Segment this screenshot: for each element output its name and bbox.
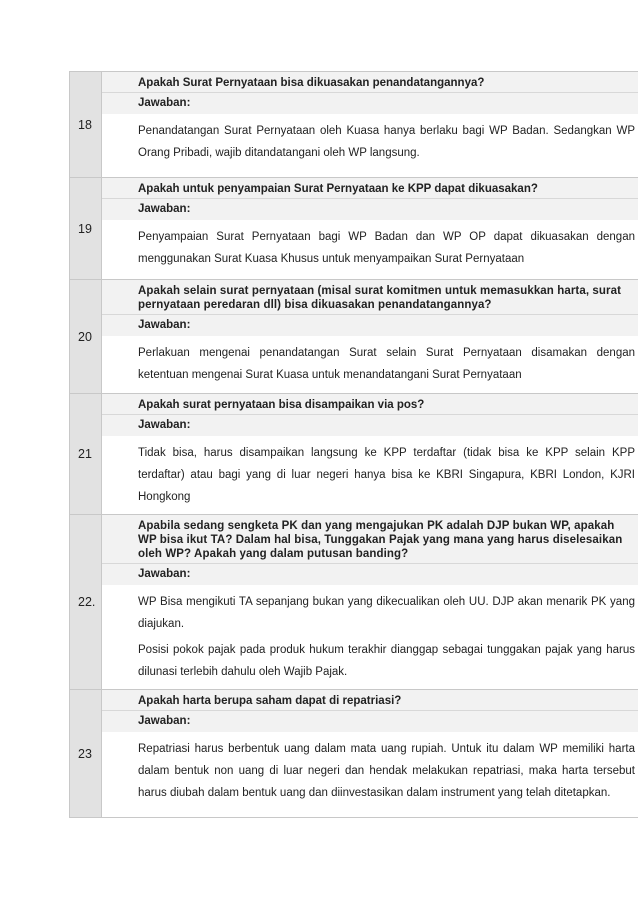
answer-paragraph: Repatriasi harus berbentuk uang dalam mata uang rupiah. Untuk itu dalam WP memiliki harta dalam bentuk non uang di luar negeri dan hendak melakukan repatriasi, maka harta tersebut harus diubah dalam bentuk uang dan diinvestasikan dalam instrument yang telah ditetapkan.	[138, 743, 635, 799]
question-text: Apakah Surat Pernyataan bisa dikuasakan penandatangannya?	[102, 72, 638, 93]
answer-paragraph: Perlakuan mengenai penandatangan Surat selain Surat Pernyataan disamakan dengan ketentuan mengenai Surat Kuasa untuk menandatangani Surat Pernyataan	[138, 347, 635, 381]
question-text: Apakah selain surat pernyataan (misal surat komitmen untuk memasukkan harta, surat pernyataan peredaran dll) bisa dikuasakan penandatangannya?	[102, 280, 638, 315]
question-text: Apabila sedang sengketa PK dan yang mengajukan PK adalah DJP bukan WP, apakah WP bisa ikut TA? Dalam hal bisa, Tunggakan Pajak yang mana yang harus diselesaikan oleh WP? Apakah yang dalam putusan banding?	[102, 515, 638, 564]
row-number: 18	[70, 72, 102, 178]
answer-text	[102, 732, 638, 810]
answer-text	[102, 336, 638, 392]
answer-label: Jawaban:	[102, 315, 638, 336]
faq-row	[70, 690, 638, 818]
question-text: Apakah harta berupa saham dapat di repatriasi?	[102, 690, 638, 711]
answer-label: Jawaban:	[102, 199, 638, 220]
answer-label: Jawaban:	[102, 564, 638, 585]
answer-paragraph: Penandatangan Surat Pernyataan oleh Kuasa hanya berlaku bagi WP Badan. Sedangkan WP Orang Pribadi, wajib ditandatangani oleh WP langsung.	[138, 125, 635, 159]
row-number: 23	[70, 690, 102, 818]
faq-row	[70, 72, 638, 178]
faq-table	[69, 71, 638, 818]
row-number: 22.	[70, 515, 102, 690]
answer-text	[102, 220, 638, 276]
faq-row	[70, 280, 638, 394]
faq-row	[70, 178, 638, 280]
answer-label: Jawaban:	[102, 711, 638, 732]
answer-paragraph: WP Bisa mengikuti TA sepanjang bukan yang dikecualikan oleh UU. DJP akan menarik PK yang diajukan.	[138, 596, 635, 630]
answer-text	[102, 436, 638, 514]
answer-label: Jawaban:	[102, 93, 638, 114]
answer-text	[102, 585, 638, 689]
answer-text	[102, 114, 638, 170]
row-number: 20	[70, 280, 102, 394]
answer-paragraph: Posisi pokok pajak pada produk hukum terakhir dianggap sebagai tunggakan pajak yang harus dilunasi terlebih dahulu oleh Wajib Pajak.	[138, 644, 635, 678]
question-text: Apakah untuk penyampaian Surat Pernyataan ke KPP dapat dikuasakan?	[102, 178, 638, 199]
answer-label: Jawaban:	[102, 415, 638, 436]
question-text: Apakah surat pernyataan bisa disampaikan via pos?	[102, 394, 638, 415]
faq-row	[70, 515, 638, 690]
row-number: 19	[70, 178, 102, 280]
faq-row	[70, 394, 638, 515]
answer-paragraph: Tidak bisa, harus disampaikan langsung ke KPP terdaftar (tidak bisa ke KPP selain KPP terdaftar) atau bagi yang di luar negeri hanya bisa ke KBRI Singapura, KBRI London, KJRI Hongkong	[138, 447, 635, 503]
row-number: 21	[70, 394, 102, 515]
answer-paragraph: Penyampaian Surat Pernyataan bagi WP Badan dan WP OP dapat dikuasakan dengan menggunakan Surat Kuasa Khusus untuk menyampaikan Surat Pernyataan	[138, 231, 635, 265]
